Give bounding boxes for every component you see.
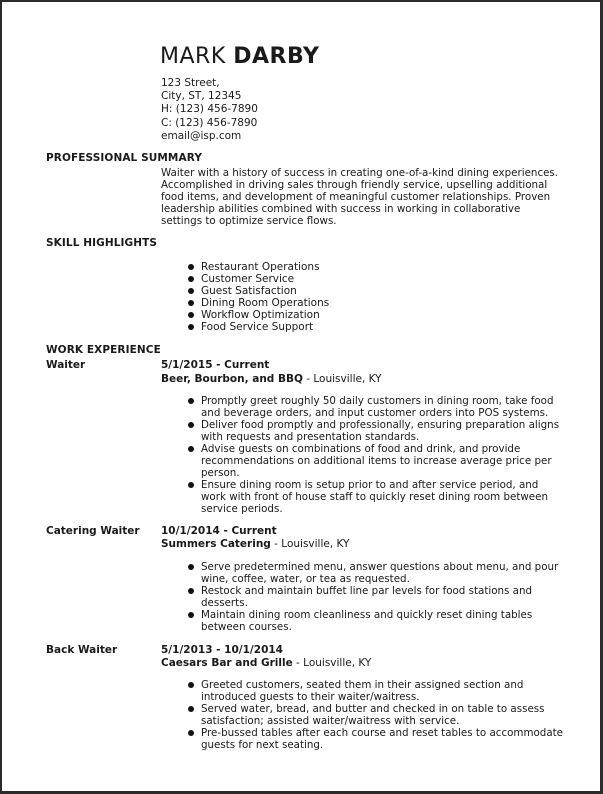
summary-heading: PROFESSIONAL SUMMARY [46,152,203,164]
bullet-icon [188,446,194,452]
list-item: Greeted customers, seated them in their assigned section and introduced guests to their waiter/waitress. [187,679,565,703]
job-title: Waiter [46,359,86,371]
cell-phone: C: (123) 456-7890 [161,116,258,129]
skills-list [187,261,329,333]
bullet-icon [188,288,194,294]
job-dates: 10/1/2014 - Current [161,525,277,537]
summary-text: Waiter with a history of success in creating one-of-a-kind dining experiences. Accomplished in driving sales through friendly service, upselling additional food items, and development of meaningful customer relationships. Proven leadership abilities combined with success in working in collaborative settings to optimize service flows. [161,167,559,227]
bullet-icon [188,588,194,594]
list-item: Deliver food promptly and professionally, ensuring preparation aligns with requests and presentation standards. [187,419,565,443]
list-item: Pre-bussed tables after each course and reset tables to accommodate guests for next seating. [187,727,565,751]
list-item: Restaurant Operations [187,261,329,273]
list-item: Maintain dining room cleanliness and quickly reset dining tables between courses. [187,609,565,633]
bullet-icon [188,706,194,712]
contact-block [161,77,258,143]
list-item: Ensure dining room is setup prior to and after service period, and work with front of house staff to quickly reset dining room between service periods. [187,479,565,515]
job-bullets [187,395,565,515]
candidate-name [160,44,319,70]
list-item: Served water, bread, and butter and checked in on table to assess satisfaction; assisted waiter/waitress with service. [187,703,565,727]
job-dates: 5/1/2013 - 10/1/2014 [161,644,283,656]
work-heading: WORK EXPERIENCE [46,344,161,356]
list-item: Customer Service [187,273,329,285]
job-title: Back Waiter [46,644,118,656]
list-item: Promptly greet roughly 50 daily customers in dining room, take food and beverage orders, and input customer orders into POS systems. [187,395,565,419]
address-line: 123 Street, [161,77,220,89]
job-bullets [187,561,565,633]
list-item: Guest Satisfaction [187,285,329,297]
email: email@isp.com [161,129,242,142]
bullet-icon [188,682,194,688]
bullet-icon [188,276,194,282]
list-item: Workflow Optimization [187,309,329,321]
home-phone: H: (123) 456-7890 [161,103,258,116]
job-company: Beer, Bourbon, and BBQ - Louisville, KY [161,373,382,385]
list-item: Advise guests on combinations of food and drink, and provide recommendations on additional items to increase average price per person. [187,443,565,479]
bullet-icon [188,398,194,404]
list-item: Serve predetermined menu, answer questions about menu, and pour wine, coffee, water, or tea as requested. [187,561,565,585]
list-item: Food Service Support [187,321,329,333]
job-dates: 5/1/2015 - Current [161,359,270,371]
list-item: Restock and maintain buffet line par levels for food stations and desserts. [187,585,565,609]
bullet-icon [188,324,194,330]
skills-heading: SKILL HIGHLIGHTS [46,237,158,249]
city-line: City, ST, 12345 [161,90,242,103]
first-name: MARK [160,44,226,69]
job-title: Catering Waiter [46,525,140,537]
last-name: DARBY [233,44,320,69]
list-item: Dining Room Operations [187,297,329,309]
bullet-icon [188,564,194,570]
job-bullets [187,679,565,751]
bullet-icon [188,312,194,318]
job-company: Summers Catering - Louisville, KY [161,538,350,550]
bullet-icon [188,612,194,618]
bullet-icon [188,482,194,488]
bullet-icon [188,264,194,270]
bullet-icon [188,730,194,736]
bullet-icon [188,422,194,428]
bullet-icon [188,300,194,306]
job-company: Caesars Bar and Grille - Louisville, KY [161,657,372,669]
